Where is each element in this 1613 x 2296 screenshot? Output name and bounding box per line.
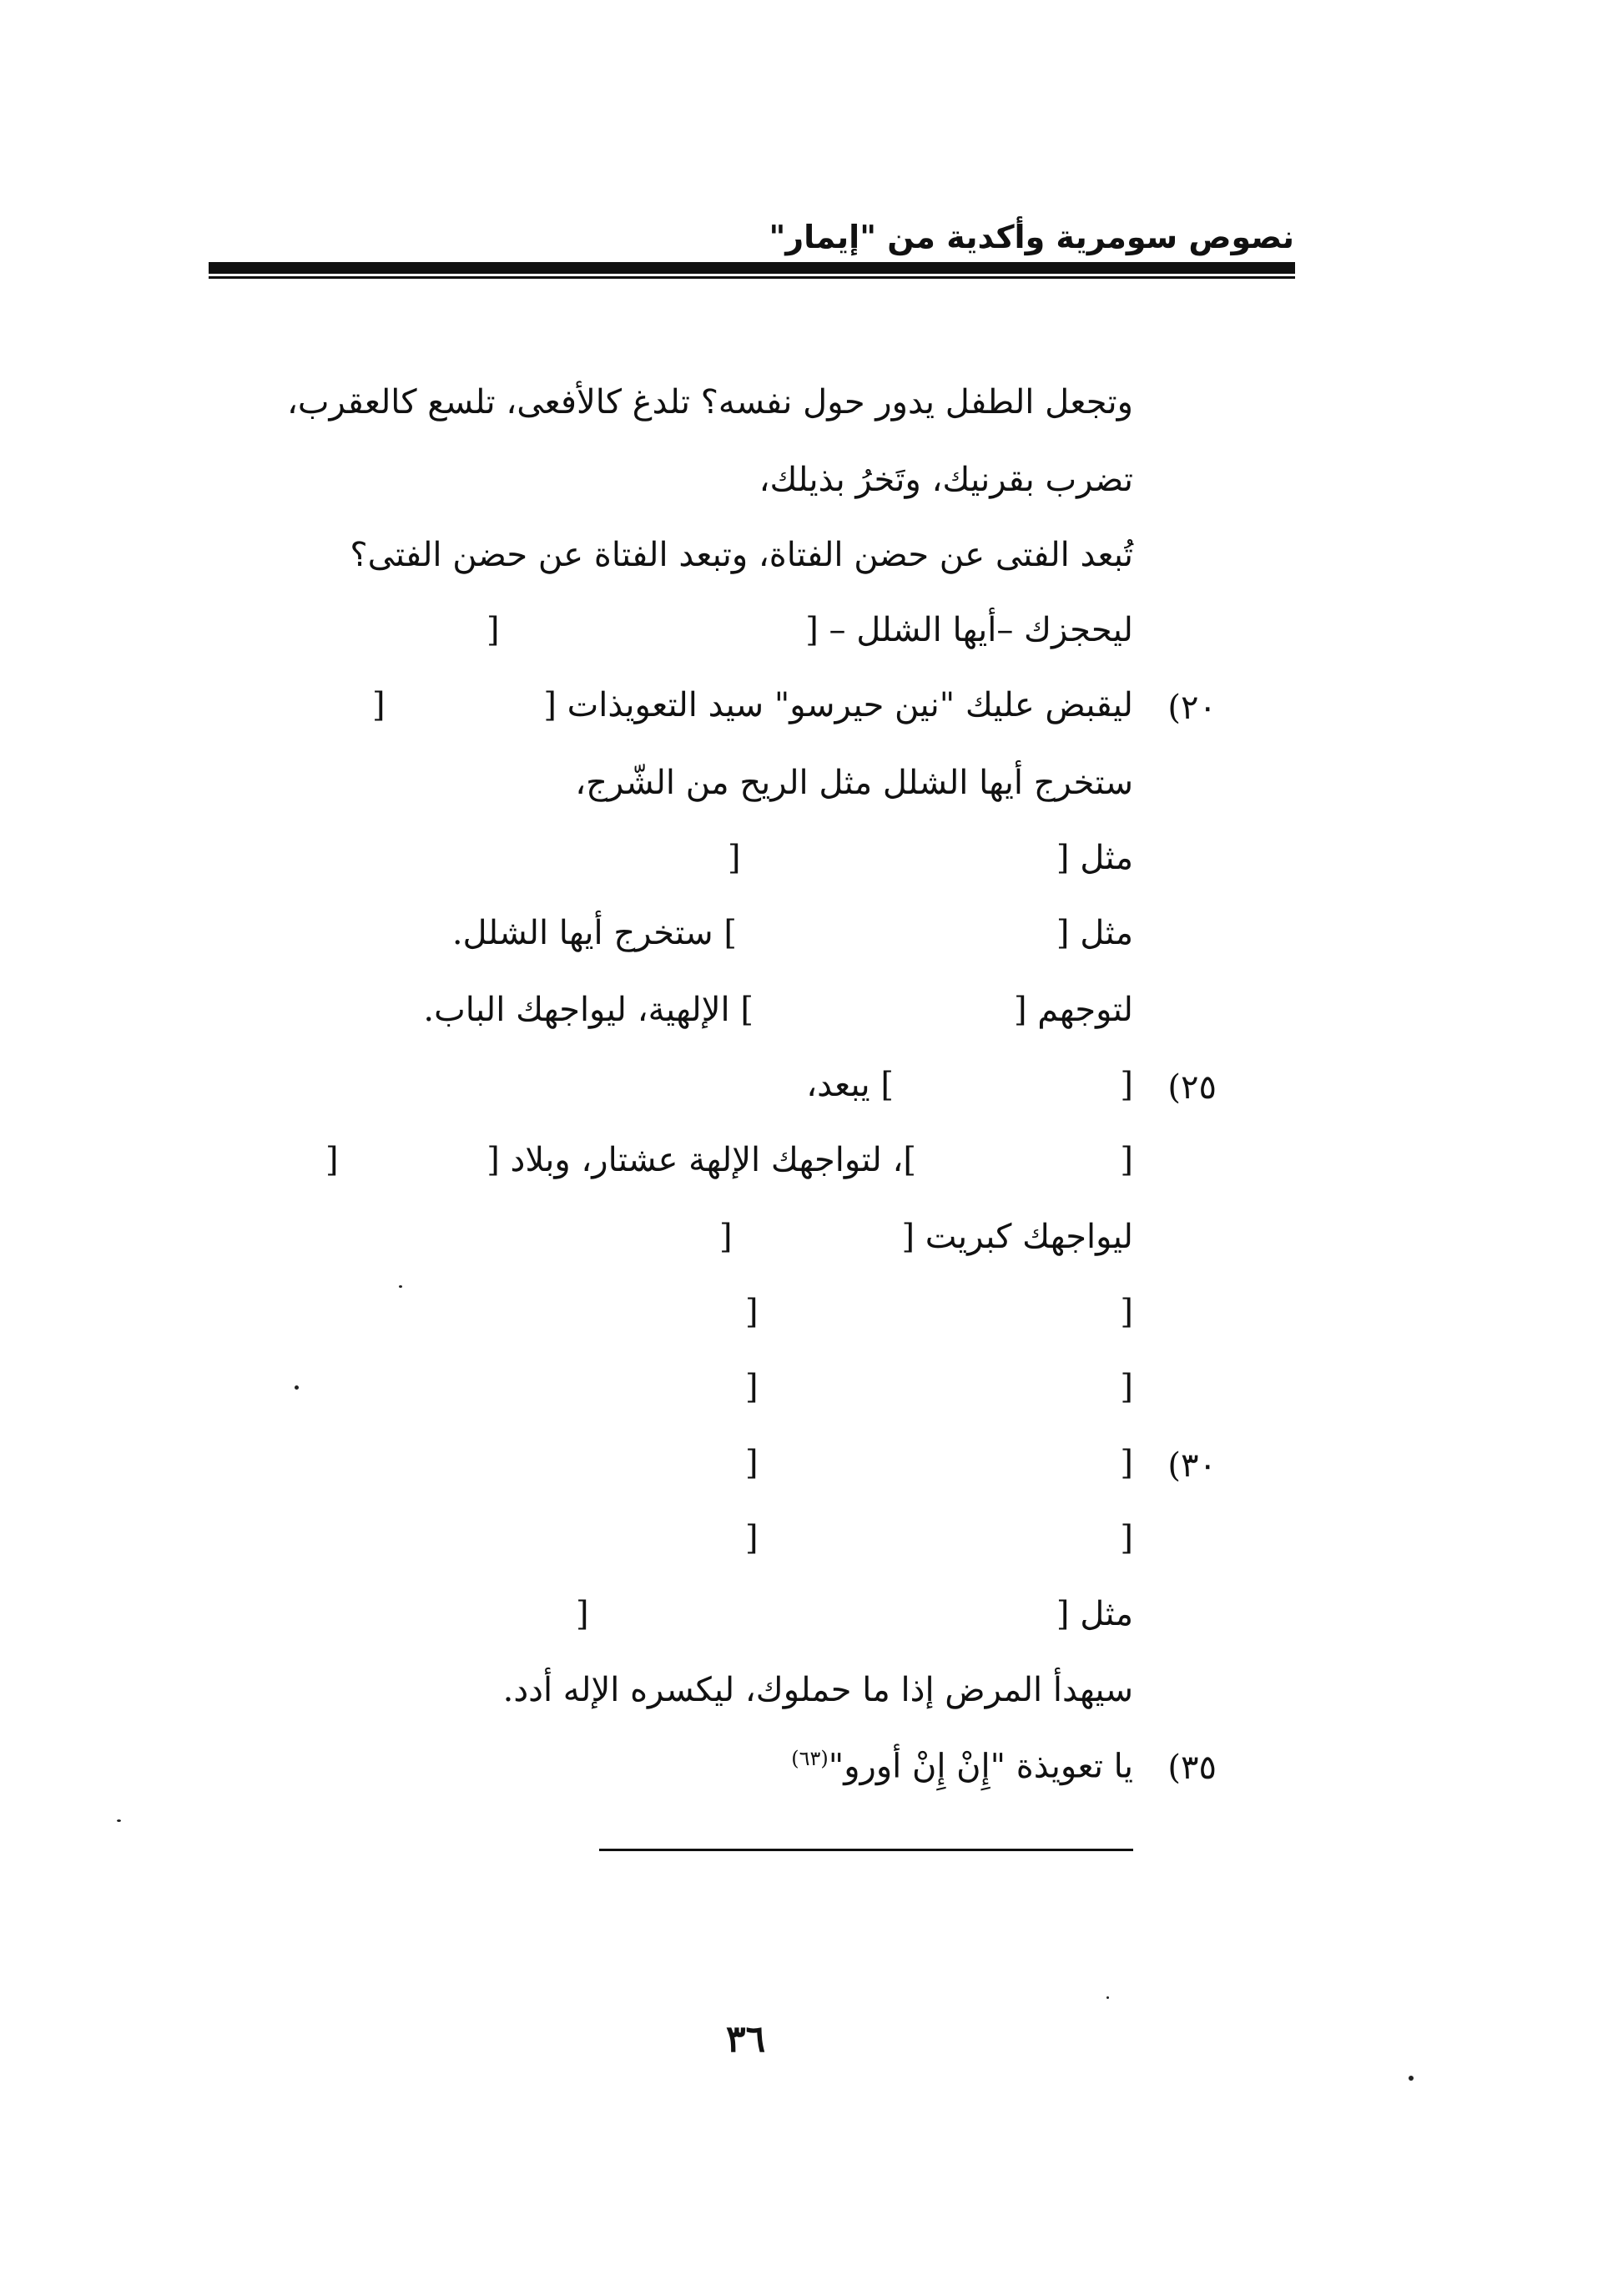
scan-speck (295, 1385, 299, 1390)
text-line: مثل [ (1056, 1595, 1133, 1633)
text-line: تضرب بقرنيك، وتَخرُ بذيلك، (759, 461, 1133, 499)
incantation-title: يا تعويذة "إِنْ إِنْ أورو" (828, 1747, 1133, 1786)
text-line: لتوجهم [ (1013, 991, 1133, 1029)
line-number: ٢٠) (1167, 689, 1217, 727)
lacuna-bracket: ] (745, 1368, 759, 1406)
text-line-segment: ] الإلهية، ليواجهك الباب. (423, 991, 754, 1029)
text-line: سيهدأ المرض إذا ما حملوك، ليكسره الإله أدد. (502, 1671, 1133, 1709)
text-line-segment: ]، لتواجهك الإلهة عشتار، وبلاد [ (486, 1141, 916, 1179)
scan-speck (399, 1285, 402, 1288)
header-rule-thin (209, 276, 1295, 279)
text-line: وتجعل الطفل يدور حول نفسه؟ تلدغ كالأفعى، تلسع كالعقرب، (286, 383, 1133, 421)
lacuna-bracket: ] (745, 1519, 759, 1557)
lacuna-bracket: ] (325, 1141, 339, 1179)
line-number: ٢٥) (1167, 1068, 1217, 1107)
text-line: ليواجهك كبريت [ (901, 1218, 1133, 1256)
footnote-rule (599, 1849, 1133, 1851)
scan-speck (1106, 1996, 1109, 1999)
text-line: ستخرج أيها الشلل مثل الريح من الشّرج، (575, 764, 1133, 802)
line-number: ٣٥) (1167, 1748, 1217, 1787)
lacuna-bracket: ] (576, 1595, 589, 1633)
text-line (791, 1747, 1133, 1786)
text-line: [ (1120, 1066, 1133, 1104)
running-head: نصوص سومرية وأكدية من "إيمار" (769, 219, 1294, 255)
scan-speck (117, 1819, 121, 1822)
text-line: [ (1120, 1293, 1133, 1331)
text-line: ليقبض عليك "نين حيرسو" سيد التعويذات [ (543, 686, 1133, 724)
text-line-segment: ] ستخرج أيها الشلل. (451, 914, 737, 952)
text-line: مثل [ (1056, 914, 1133, 952)
header-rule (209, 262, 1295, 274)
lacuna-bracket: ] (745, 1293, 759, 1331)
text-line: مثل [ (1056, 839, 1133, 877)
text-line: [ (1120, 1444, 1133, 1482)
text-line-segment: ] يبعد، (806, 1066, 894, 1104)
lacuna-bracket: ] (745, 1444, 759, 1482)
text-line: [ (1120, 1368, 1133, 1406)
footnote-marker[interactable]: (٦٣) (791, 1747, 829, 1770)
text-line: [ (1120, 1141, 1133, 1179)
lacuna-bracket: ] (372, 686, 386, 724)
lacuna-bracket: ] (486, 611, 500, 649)
lacuna-bracket: ] (728, 839, 741, 877)
scan-speck (1409, 2076, 1414, 2081)
text-line: تُبعد الفتى عن حضن الفتاة، وتبعد الفتاة عن حضن الفتى؟ (350, 536, 1133, 574)
text-line: ليحجزك –أيها الشلل – [ (805, 611, 1133, 649)
lacuna-bracket: ] (719, 1218, 733, 1256)
text-line: [ (1120, 1519, 1133, 1557)
line-number: ٣٠) (1167, 1446, 1217, 1485)
page-number: ٣٦ (726, 2018, 766, 2061)
